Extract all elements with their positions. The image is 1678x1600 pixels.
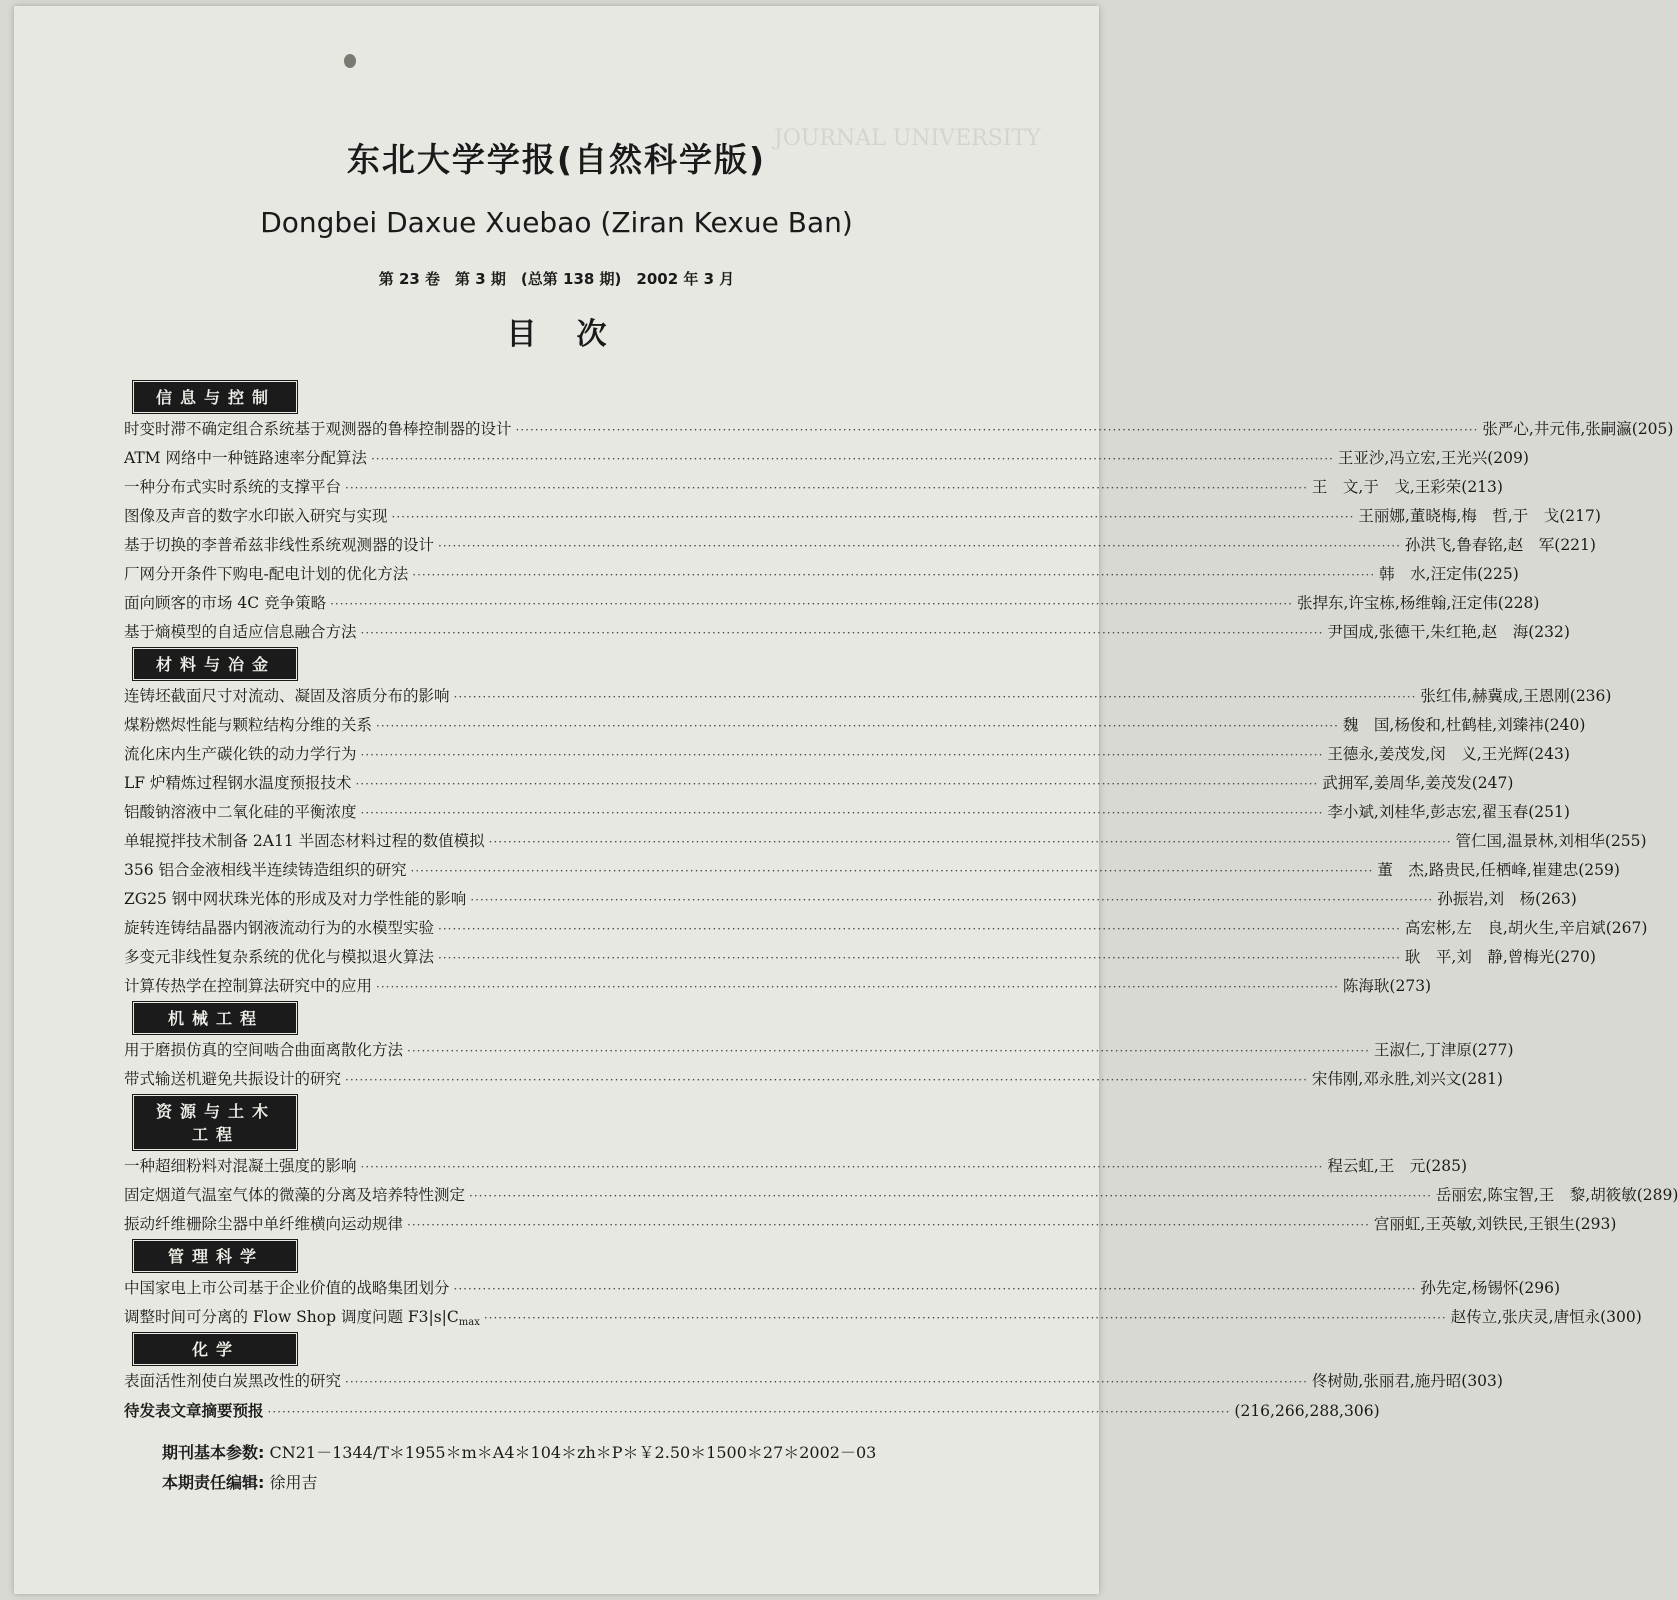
article-authors: 管仁国,温景林,刘相华 <box>1455 832 1605 850</box>
article-title-text: 中国家电上市公司基于企业价值的战略集团划分 <box>124 1279 450 1297</box>
toc-entry[interactable] <box>124 531 1596 560</box>
article-authors: 张红伟,赫冀成,王恩刚 <box>1420 687 1570 705</box>
article-title-text: 流化床内生产碳化铁的动力学行为 <box>124 745 357 763</box>
article-title <box>124 682 450 711</box>
toc-section <box>124 649 1648 1001</box>
toc-entry[interactable] <box>124 1274 1561 1303</box>
article-authors: 王亚沙,冯立宏,王光兴 <box>1337 449 1488 467</box>
punch-hole <box>344 54 356 68</box>
toc-entry[interactable] <box>124 856 1620 885</box>
toc-entry[interactable] <box>124 618 1570 647</box>
article-title-text: 用于磨损仿真的空间啮合曲面离散化方法 <box>124 1041 404 1059</box>
toc-entry[interactable] <box>124 827 1647 856</box>
article-title <box>124 1396 264 1425</box>
journal-parameters <box>162 1438 876 1468</box>
toc-entry[interactable] <box>124 502 1601 531</box>
page-number: (267) <box>1605 919 1648 937</box>
article-title <box>124 1065 341 1094</box>
toc-heading: 目次 <box>506 317 647 352</box>
page-number: (270) <box>1554 948 1596 966</box>
article-authors: 魏 国,杨俊和,杜鹤桂,刘臻祎 <box>1342 716 1544 734</box>
leader-dots: ········································································································································································································ <box>483 1311 1447 1325</box>
article-title-text: 基于熵模型的自适应信息融合方法 <box>124 623 357 641</box>
article-title <box>124 531 434 560</box>
article-title-text: ZG25 钢中网状珠光体的形成及对力学性能的影响 <box>124 890 467 908</box>
editor-line <box>162 1468 876 1498</box>
leader-dots: ········································································································································································································ <box>438 922 1401 936</box>
toc-entry[interactable] <box>124 682 1612 711</box>
toc-entry[interactable] <box>124 769 1514 798</box>
toc-entry[interactable] <box>124 1036 1514 1065</box>
toc-section <box>124 1003 1514 1094</box>
article-title <box>124 1274 450 1303</box>
leader-dots: ········································································································································································································ <box>355 777 1319 791</box>
page-number: (243) <box>1528 745 1570 763</box>
article-title-text: 一种分布式实时系统的支撑平台 <box>124 478 342 496</box>
article-title <box>124 711 372 740</box>
page-number: (247) <box>1471 774 1514 792</box>
toc-section <box>124 382 1674 647</box>
article-title-text: 固定烟道气温室气体的微藻的分离及培养特性测定 <box>124 1186 466 1204</box>
toc-section <box>124 1334 1503 1425</box>
toc-entry[interactable] <box>124 798 1570 827</box>
article-title-text: 调整时间可分离的 Flow Shop 调度问题 F3|s|C <box>124 1308 459 1326</box>
leader-dots: ········································································································································································································ <box>376 719 1339 733</box>
page-number: (240) <box>1543 716 1586 734</box>
article-title-text: LF 炉精炼过程钢水温度预报技术 <box>124 774 352 792</box>
article-title <box>124 1036 403 1065</box>
article-title-text: 带式输送机避免共振设计的研究 <box>124 1070 342 1088</box>
leader-dots: ········································································································································································································ <box>453 1282 1417 1296</box>
article-authors: 耿 平,刘 静,曾梅光 <box>1404 948 1555 966</box>
article-title <box>124 943 434 972</box>
article-title-text: 面向顾客的市场 4C 竞争策略 <box>124 594 327 612</box>
article-title-text: 表面活性剂使白炭黑改性的研究 <box>124 1372 342 1390</box>
article-title-text: 厂网分开条件下购电-配电计划的优化方法 <box>124 565 409 583</box>
toc-entry[interactable] <box>124 1303 1642 1332</box>
article-title-text: 基于切换的李普希兹非线性系统观测器的设计 <box>124 536 435 554</box>
page-number: (263) <box>1535 890 1577 908</box>
article-title <box>124 885 466 914</box>
article-title-text: 连铸坯截面尺寸对流动、凝固及溶质分布的影响 <box>124 687 450 705</box>
page-number: (273) <box>1389 977 1432 995</box>
article-authors: 张严心,井元伟,张嗣瀛 <box>1482 420 1632 438</box>
article-authors: 孙振岩,刘 杨 <box>1437 890 1536 908</box>
leader-dots: ········································································································································································································ <box>360 806 1324 820</box>
article-authors: 董 杰,路贵民,任栖峰,崔建忠 <box>1377 861 1579 879</box>
leader-dots: ········································································································································································································ <box>407 1218 1370 1232</box>
article-title <box>124 1152 357 1181</box>
article-authors: 尹国成,张德干,朱红艳,赵 海 <box>1327 623 1529 641</box>
title-subscript: max <box>458 1317 480 1328</box>
article-title-text: 多变元非线性复杂系统的优化与模拟退火算法 <box>124 948 435 966</box>
journal-title-pinyin: Dongbei Daxue Xuebao (Ziran Kexue Ban) <box>260 206 853 239</box>
toc-section <box>124 1096 1678 1239</box>
page-number: (225) <box>1477 565 1519 583</box>
toc-section <box>124 1241 1642 1332</box>
leader-dots: ········································································································································································································ <box>412 568 1376 582</box>
toc-entry[interactable] <box>124 1210 1617 1239</box>
article-title-text: 待发表文章摘要预报 <box>124 1401 264 1420</box>
article-title <box>124 1367 341 1396</box>
section-label: 资源与土木工程 <box>134 1096 296 1149</box>
article-authors: 张捍东,许宝栋,杨维翰,汪定伟 <box>1296 594 1498 612</box>
article-authors: 岳丽宏,陈宝智,王 黎,胡筱敏 <box>1435 1186 1637 1204</box>
section-label: 管理科学 <box>134 1241 296 1271</box>
article-title-text: 振动纤维栅除尘器中单纤维横向运动规律 <box>124 1215 404 1233</box>
page-number: (300) <box>1600 1308 1642 1326</box>
article-title-text: 煤粉燃烬性能与颗粒结构分维的关系 <box>124 716 373 734</box>
page-number: (277) <box>1471 1041 1514 1059</box>
toc-entry[interactable] <box>124 943 1596 972</box>
article-title-text: 时变时滞不确定组合系统基于观测器的鲁棒控制器的设计 <box>124 420 512 438</box>
page-number: (255) <box>1604 832 1647 850</box>
article-authors: 高宏彬,左 良,胡火生,辛启斌 <box>1404 919 1606 937</box>
toc-entry[interactable] <box>124 740 1570 769</box>
article-title-text: 图像及声音的数字水印嵌入研究与实现 <box>124 507 388 525</box>
leader-dots: ········································································································································································································ <box>438 951 1401 965</box>
page-number: (205) <box>1631 420 1674 438</box>
toc-entry[interactable] <box>124 914 1648 943</box>
page-number: (281) <box>1461 1070 1503 1088</box>
page-number: (209) <box>1487 449 1529 467</box>
page-number: (221) <box>1554 536 1596 554</box>
journal-page <box>14 6 1678 1594</box>
article-title <box>124 1303 480 1337</box>
article-authors: 孙先定,杨锡怀 <box>1420 1279 1519 1297</box>
article-title <box>124 769 351 798</box>
article-authors: 孙洪飞,鲁春铭,赵 军 <box>1404 536 1555 554</box>
article-title <box>124 740 357 769</box>
journal-title-chinese: 东北大学学报(自然科学版) <box>346 140 767 179</box>
article-title-text: 单辊搅拌技术制备 2A11 半固态材料过程的数值模拟 <box>124 832 485 850</box>
article-authors: 宫丽虹,王英敏,刘铁民,王银生 <box>1373 1215 1575 1233</box>
article-authors: 宋伟刚,邓永胜,刘兴文 <box>1311 1070 1462 1088</box>
page-number: (251) <box>1528 803 1570 821</box>
article-authors: 韩 水,汪定伟 <box>1379 565 1478 583</box>
footer <box>162 1438 876 1498</box>
page-number: (213) <box>1461 478 1503 496</box>
leader-dots: ········································································································································································································ <box>391 510 1355 524</box>
page-number: (216,266,288,306) <box>1234 1402 1380 1420</box>
toc-entry[interactable] <box>124 473 1503 502</box>
article-title <box>124 798 357 827</box>
leader-dots: ········································································································································································································ <box>330 597 1293 611</box>
leader-dots: ········································································································································································································ <box>360 626 1324 640</box>
toc-entry[interactable] <box>124 1065 1503 1094</box>
article-title <box>124 856 407 885</box>
page-number: (296) <box>1518 1279 1561 1297</box>
article-title <box>124 415 512 444</box>
article-title-text: ATM 网络中一种链路速率分配算法 <box>124 449 367 467</box>
article-title-text: 356 铝合金液相线半连续铸造组织的研究 <box>124 861 407 879</box>
leader-dots: ········································································································································································································ <box>470 893 1434 907</box>
toc-entry[interactable] <box>124 415 1674 444</box>
article-title-text: 计算传热学在控制算法研究中的应用 <box>124 977 373 995</box>
section-label: 化学 <box>134 1334 296 1364</box>
toc-entry[interactable] <box>124 1367 1503 1396</box>
article-authors: 王德永,姜茂发,闵 义,王光辉 <box>1327 745 1529 763</box>
article-authors: 王淑仁,丁津原 <box>1373 1041 1472 1059</box>
leader-dots: ········································································································································································································ <box>515 423 1479 437</box>
table-of-contents <box>124 382 1678 1427</box>
leader-dots: ········································································································································································································ <box>370 452 1334 466</box>
article-title-text: 铝酸钠溶液中二氧化硅的平衡浓度 <box>124 803 357 821</box>
article-authors: 赵传立,张庆灵,唐恒永 <box>1450 1308 1601 1326</box>
article-authors: 佟树勋,张丽君,施丹昭 <box>1311 1372 1462 1390</box>
article-title <box>124 972 372 1001</box>
toc-entry[interactable] <box>124 972 1432 1001</box>
article-authors: 程云虹,王 元 <box>1327 1157 1426 1175</box>
toc-entry[interactable] <box>124 444 1529 473</box>
leader-dots: ········································································································································································································ <box>453 690 1417 704</box>
article-title <box>124 589 326 618</box>
page-number: (232) <box>1528 623 1570 641</box>
toc-entry[interactable] <box>124 1152 1468 1181</box>
toc-entry[interactable] <box>124 711 1586 740</box>
issue-info: 第 23 卷 第 3 期 (总第 138 期) 2002 年 3 月 <box>378 270 735 288</box>
article-title-text: 旋转连铸结晶器内钢液流动行为的水模型实验 <box>124 919 435 937</box>
page-number: (289) <box>1636 1186 1678 1204</box>
page-number: (236) <box>1569 687 1612 705</box>
page-number: (303) <box>1461 1372 1503 1390</box>
article-title <box>124 444 367 473</box>
article-title <box>124 618 357 647</box>
toc-entry[interactable] <box>124 589 1540 618</box>
toc-entry[interactable] <box>124 560 1519 589</box>
article-title <box>124 502 388 531</box>
article-authors: 武拥军,姜周华,姜茂发 <box>1322 774 1472 792</box>
leader-dots: ········································································································································································································ <box>360 1160 1324 1174</box>
article-title <box>124 473 341 502</box>
leader-dots: ········································································································································································································ <box>407 1044 1370 1058</box>
leader-dots: ········································································································································································································ <box>267 1405 1231 1419</box>
editor-value: 徐用吉 <box>269 1473 318 1492</box>
params-value: CN21－1344/T＊1955＊m＊A4＊104＊zh＊P＊￥2.50＊1500＊27＊2002－03 <box>269 1443 877 1462</box>
toc-entry[interactable] <box>124 1181 1678 1210</box>
article-authors: 王丽娜,董晓梅,梅 哲,于 戈 <box>1358 507 1560 525</box>
article-title-text: 一种超细粉料对混凝土强度的影响 <box>124 1157 357 1175</box>
article-title <box>124 1181 465 1210</box>
page-number: (228) <box>1497 594 1540 612</box>
params-label: 期刊基本参数: <box>162 1443 265 1462</box>
page-number: (259) <box>1578 861 1620 879</box>
page-number: (293) <box>1574 1215 1617 1233</box>
article-title <box>124 1210 403 1239</box>
section-label: 机械工程 <box>134 1003 296 1033</box>
article-authors: 陈海耿 <box>1342 977 1390 995</box>
section-label: 材料与冶金 <box>134 649 296 679</box>
article-authors: 王 文,于 戈,王彩荣 <box>1311 478 1462 496</box>
page-number: (285) <box>1425 1157 1468 1175</box>
leader-dots: ········································································································································································································ <box>376 980 1339 994</box>
leader-dots: ········································································································································································································ <box>469 1189 1432 1203</box>
editor-label: 本期责任编辑: <box>162 1473 265 1492</box>
leader-dots: ········································································································································································································ <box>345 481 1308 495</box>
leader-dots: ········································································································································································································ <box>488 835 1452 849</box>
toc-entry[interactable] <box>124 885 1577 914</box>
toc-entry[interactable] <box>124 1396 1380 1425</box>
article-title <box>124 827 485 856</box>
leader-dots: ········································································································································································································ <box>438 539 1401 553</box>
article-title <box>124 560 408 589</box>
article-authors: 李小斌,刘桂华,彭志宏,翟玉春 <box>1327 803 1529 821</box>
leader-dots: ········································································································································································································ <box>410 864 1374 878</box>
leader-dots: ········································································································································································································ <box>360 748 1324 762</box>
leader-dots: ········································································································································································································ <box>345 1073 1308 1087</box>
leader-dots: ········································································································································································································ <box>345 1375 1308 1389</box>
page-number: (217) <box>1559 507 1601 525</box>
section-label: 信息与控制 <box>134 382 296 412</box>
bleed-through-text: JOURNAL UNIVERSITY <box>774 126 1041 151</box>
article-title <box>124 914 434 943</box>
